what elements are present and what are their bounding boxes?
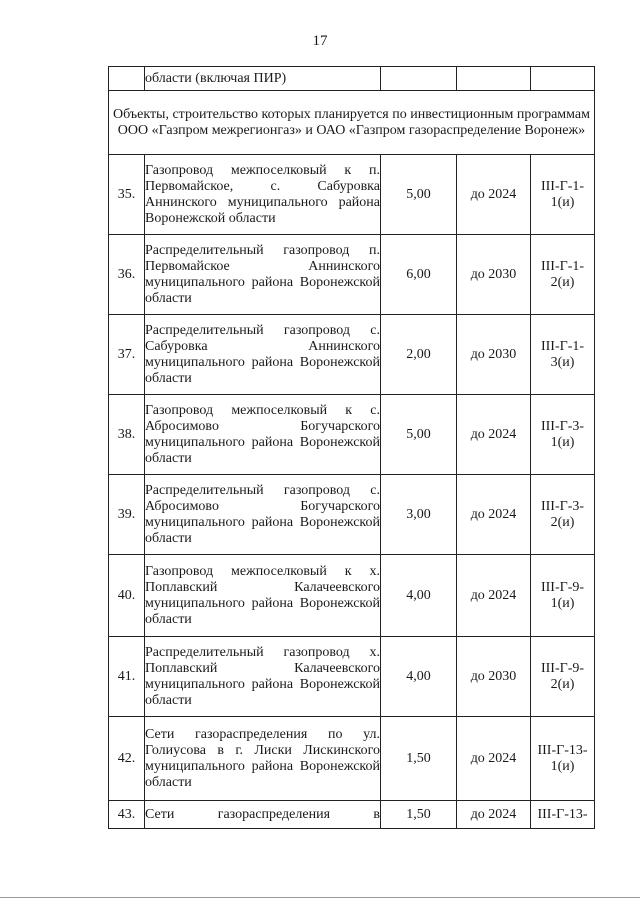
object-name: Распределительный газопровод с. Сабуровка Аннинского муниципального района Воронежской области <box>145 315 381 395</box>
object-code: III-Г-1-2(и) <box>531 235 595 315</box>
object-code: III-Г-3-1(и) <box>531 395 595 475</box>
table-row <box>109 315 595 395</box>
object-deadline: до 2024 <box>457 801 531 829</box>
object-name: Сети газораспределения по ул. Голиусова в г. Лиски Лискинского муниципального района Воронежской области <box>145 717 381 801</box>
object-deadline: до 2030 <box>457 235 531 315</box>
object-code: III-Г-1-1(и) <box>531 155 595 235</box>
object-name: Распределительный газопровод с. Абросимово Богучарского муниципального района Воронежской области <box>145 475 381 555</box>
object-deadline: до 2030 <box>457 315 531 395</box>
object-length: 3,00 <box>381 475 457 555</box>
object-name: Газопровод межпоселковый к х. Поплавский Калачеевского муниципального района Воронежской области <box>145 555 381 637</box>
object-code: III-Г-9-2(и) <box>531 637 595 717</box>
table-row <box>109 555 595 637</box>
object-code: III-Г-9-1(и) <box>531 555 595 637</box>
object-code: III-Г-1-3(и) <box>531 315 595 395</box>
table-row <box>109 637 595 717</box>
object-deadline: до 2024 <box>457 555 531 637</box>
row-number: 36. <box>109 235 145 315</box>
table-row <box>109 395 595 475</box>
object-length: 1,50 <box>381 801 457 829</box>
table-row <box>109 235 595 315</box>
object-name: Распределительный газопровод п. Первомайское Аннинского муниципального района Воронежской области <box>145 235 381 315</box>
row-number: 35. <box>109 155 145 235</box>
object-name: Газопровод межпоселковый к п. Первомайское, с. Сабуровка Аннинского муниципального района Воронежской области <box>145 155 381 235</box>
section-header-row <box>109 91 595 155</box>
object-length: 6,00 <box>381 235 457 315</box>
table-row <box>109 801 595 829</box>
object-length: 5,00 <box>381 155 457 235</box>
gas-objects-table <box>108 66 595 829</box>
section-header: Объекты, строительство которых планируется по инвестиционным программам ООО «Газпром межрегионгаз» и ОАО «Газпром газораспределение Воронеж» <box>109 91 595 155</box>
object-deadline: до 2030 <box>457 637 531 717</box>
object-deadline: до 2024 <box>457 717 531 801</box>
object-deadline: до 2024 <box>457 395 531 475</box>
object-deadline: до 2024 <box>457 475 531 555</box>
object-name: Распределительный газопровод х. Поплавский Калачеевского муниципального района Воронежской области <box>145 637 381 717</box>
object-length: 2,00 <box>381 315 457 395</box>
page-bottom-rule <box>0 897 640 898</box>
object-name: Газопровод межпоселковый к с. Абросимово Богучарского муниципального района Воронежской области <box>145 395 381 475</box>
row-number: 41. <box>109 637 145 717</box>
object-length: 4,00 <box>381 637 457 717</box>
row-number: 39. <box>109 475 145 555</box>
object-length: 4,00 <box>381 555 457 637</box>
row-number: 42. <box>109 717 145 801</box>
table-row <box>109 155 595 235</box>
object-name: Сети газораспределения в <box>145 801 381 829</box>
table-row <box>109 67 595 91</box>
row-number: 43. <box>109 801 145 829</box>
continuation-cell: области (включая ПИР) <box>145 67 381 91</box>
object-deadline: до 2024 <box>457 155 531 235</box>
object-code: III-Г-3-2(и) <box>531 475 595 555</box>
table-row <box>109 475 595 555</box>
object-length: 5,00 <box>381 395 457 475</box>
row-number: 40. <box>109 555 145 637</box>
object-length: 1,50 <box>381 717 457 801</box>
row-number: 37. <box>109 315 145 395</box>
row-number: 38. <box>109 395 145 475</box>
object-code: III-Г-13-1(и) <box>531 717 595 801</box>
table-row <box>109 717 595 801</box>
page-number: 17 <box>312 33 328 49</box>
object-code: III-Г-13- <box>531 801 595 829</box>
